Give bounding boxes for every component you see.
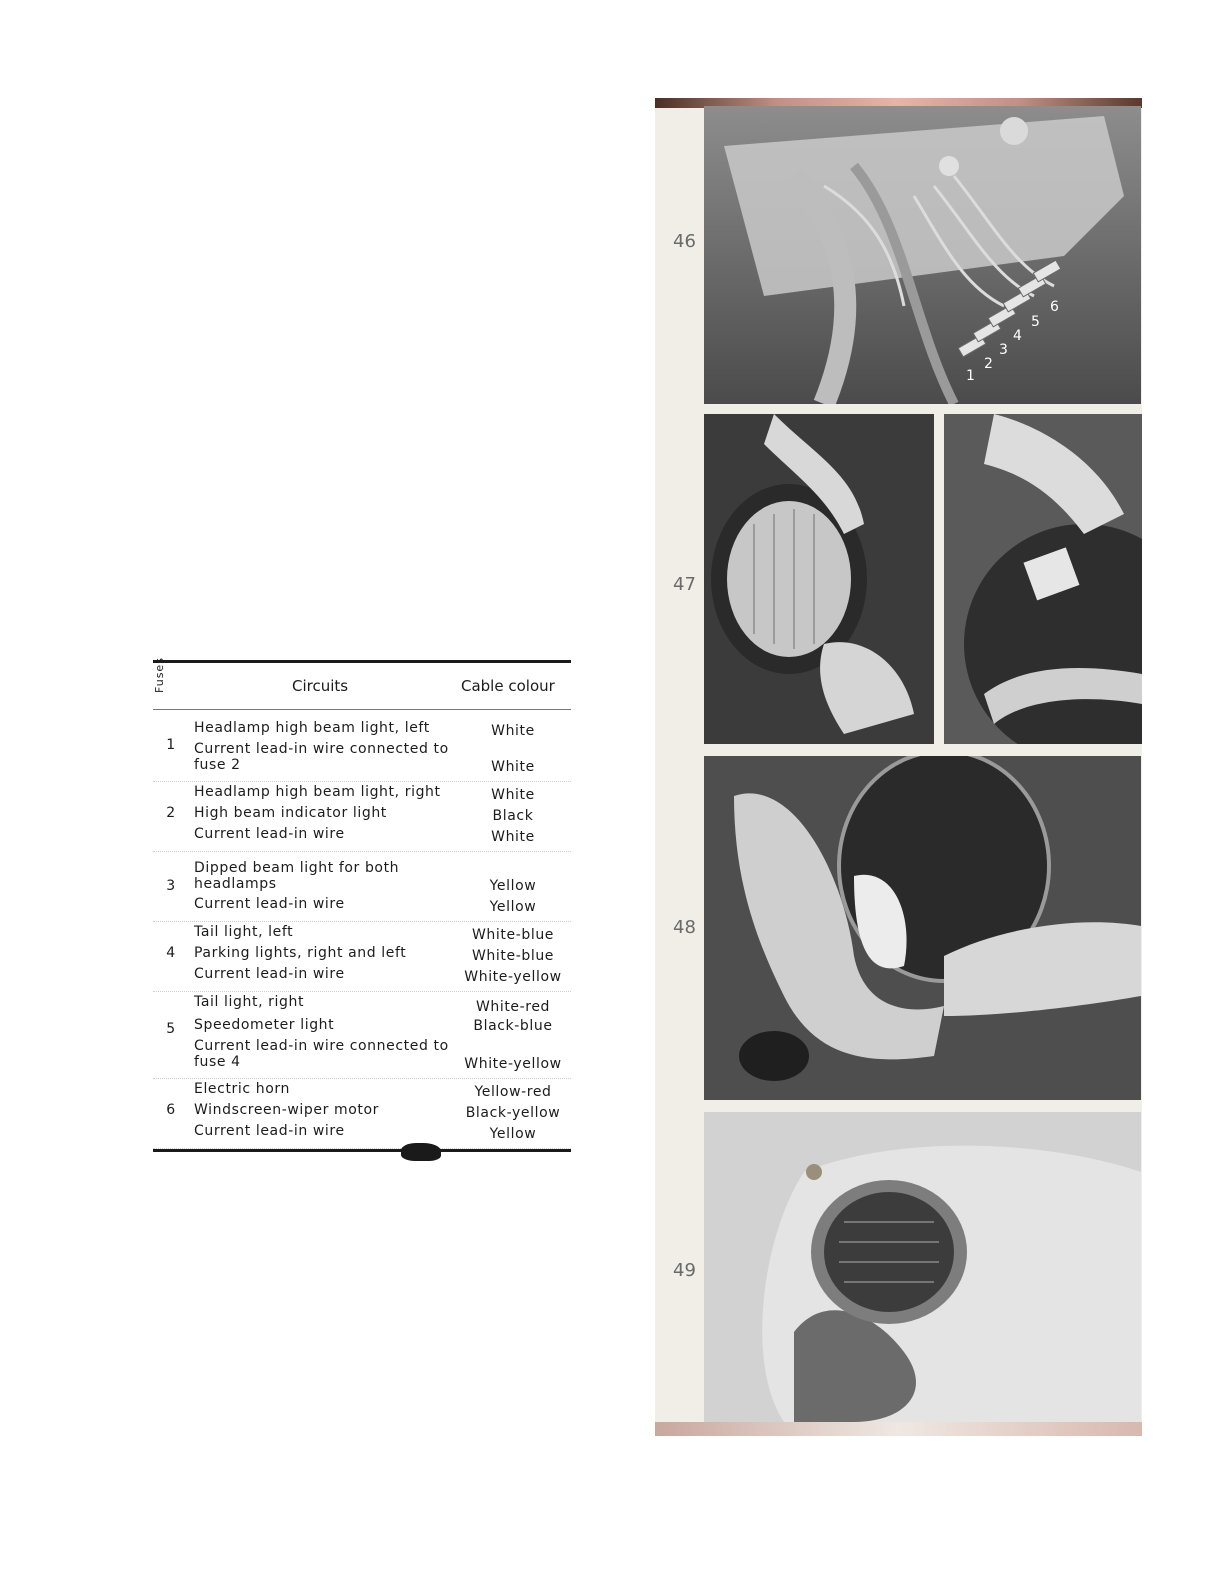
colour-cell: Yellow-red (474, 1084, 552, 1100)
circuit-cell: Current lead-in wire connected to fuse 4 (194, 1038, 449, 1070)
circuit-cell: Current lead-in wire (194, 826, 345, 842)
table-row (153, 1081, 571, 1102)
fuse-group-6 (153, 1079, 571, 1149)
table-row (153, 1038, 571, 1074)
photo-strip (655, 98, 1142, 1436)
table-row (153, 945, 571, 966)
table-row (153, 994, 571, 1017)
colour-cell: White-yellow (464, 1056, 562, 1072)
figure-number-47: 47 (673, 574, 696, 595)
circuit-cell: Current lead-in wire (194, 1123, 345, 1139)
table-row (153, 966, 571, 987)
fuse-number: 5 (166, 1021, 176, 1037)
photo-bulb-replacement (704, 756, 1141, 1100)
colour-cell: White-blue (471, 927, 555, 943)
table-row (153, 1102, 571, 1123)
table-row (153, 896, 571, 917)
fuse-box-illustration (704, 106, 1141, 404)
fuse-number: 1 (166, 737, 176, 753)
header-circuits: Circuits (292, 677, 349, 695)
bulb-illustration (704, 756, 1141, 1100)
figure-number-49: 49 (673, 1260, 696, 1281)
circuit-cell: Headlamp high beam light, right (194, 784, 441, 800)
fuse-table (153, 657, 571, 1152)
fuse-number: 2 (166, 805, 176, 821)
figure-number-48: 48 (673, 917, 696, 938)
table-row (153, 737, 571, 777)
circuit-cell: High beam indicator light (194, 805, 387, 821)
circuit-cell: Current lead-in wire (194, 966, 345, 982)
circuit-cell: Current lead-in wire connected to fuse 2 (194, 741, 449, 773)
table-row (153, 1017, 571, 1038)
fuse-number: 4 (166, 945, 176, 961)
socket-illustration (944, 414, 1142, 744)
fuse-group-5 (153, 992, 571, 1079)
fuse-group-3 (153, 852, 571, 922)
table-header (153, 657, 571, 710)
table-row (153, 860, 571, 896)
colour-cell: Black-yellow (465, 1105, 561, 1121)
table-row (153, 1123, 571, 1144)
colour-cell: White (491, 723, 535, 739)
fuse-group-1 (153, 710, 571, 782)
circuit-cell: Electric horn (194, 1081, 290, 1097)
callout-2: 2 (984, 356, 993, 372)
colour-cell: White-yellow (464, 969, 562, 985)
photo-headlamp-socket (944, 414, 1142, 744)
header-cable-colour: Cable colour (461, 677, 555, 695)
strip-edge-bottom (655, 1422, 1142, 1436)
callout-4: 4 (1013, 328, 1022, 344)
table-row (153, 924, 571, 945)
photo-headlamp-removal (704, 414, 934, 744)
colour-cell: Black-blue (473, 1018, 553, 1034)
headlamp-illustration (704, 414, 934, 744)
circuit-cell: Tail light, left (194, 924, 294, 940)
colour-cell: White (491, 787, 535, 803)
header-fuses: Fuses (153, 657, 166, 693)
fuse-group-2 (153, 782, 571, 852)
circuit-cell: Speedometer light (194, 1017, 335, 1033)
colour-cell: White-blue (471, 948, 555, 964)
figure-number-46: 46 (673, 231, 696, 252)
circuit-cell: Parking lights, right and left (194, 945, 407, 961)
photo-tail-lamp-lens (704, 1112, 1141, 1422)
lens-illustration (704, 1112, 1141, 1422)
colour-cell: Yellow (489, 1126, 537, 1142)
colour-cell: White (491, 759, 535, 775)
colour-cell: White (491, 829, 535, 845)
colour-cell: Yellow (489, 899, 537, 915)
callout-6: 6 (1050, 299, 1059, 315)
table-row (153, 720, 571, 741)
fuse-number: 3 (166, 878, 176, 894)
colour-cell: White-red (475, 999, 551, 1015)
table-row (153, 805, 571, 826)
photo-fuse-box (704, 106, 1141, 404)
circuit-cell: Headlamp high beam light, left (194, 720, 430, 736)
callout-5: 5 (1031, 314, 1040, 330)
circuit-cell: Dipped beam light for both headlamps (194, 860, 400, 892)
colour-cell: Yellow (489, 878, 537, 894)
fuse-group-4 (153, 922, 571, 992)
callout-1: 1 (966, 368, 975, 384)
table-row (153, 784, 571, 805)
ink-smudge (401, 1143, 441, 1161)
colour-cell: Black (492, 808, 534, 824)
table-row (153, 826, 571, 847)
fuse-number: 6 (166, 1102, 176, 1118)
circuit-cell: Windscreen-wiper motor (194, 1102, 380, 1118)
circuit-cell: Tail light, right (194, 994, 305, 1010)
callout-3: 3 (999, 342, 1008, 358)
circuit-cell: Current lead-in wire (194, 896, 345, 912)
